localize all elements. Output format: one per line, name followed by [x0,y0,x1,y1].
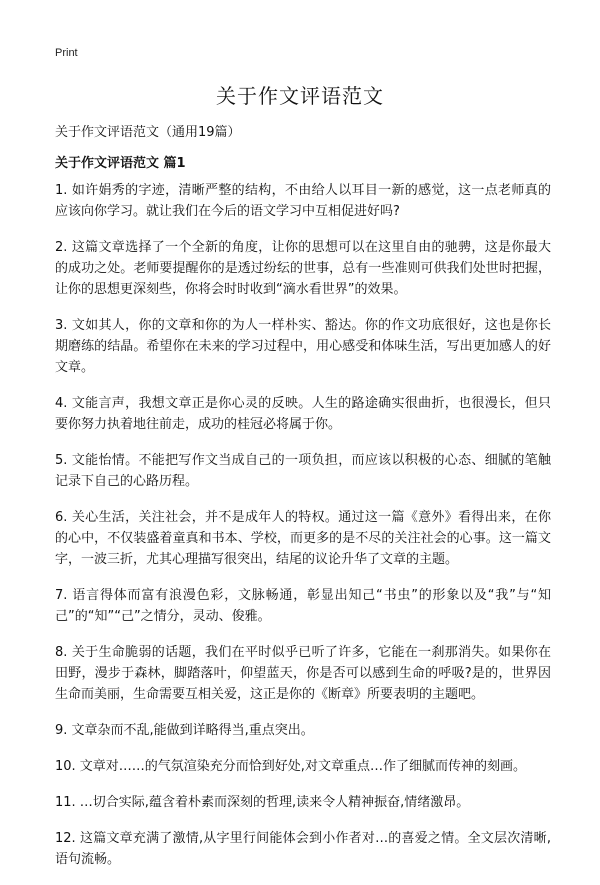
page-title: 关于作文评语范文 [216,84,384,108]
paragraph: 8. 关于生命脆弱的话题，我们在平时似乎已听了许多，它能在一刹那消失。如果你在田野，漫步于森林，脚踏落叶，仰望蓝天，你是否可以感到生命的呼吸?是的，世界因生命而美丽，生命需要互相关爱，这正是你的《断章》所要表明的主题吧。 [55,645,551,702]
print-link[interactable]: Print [55,47,78,59]
paragraph: 11. …切合实际,蕴含着朴素而深刻的哲理,读来令人精神振奋,情绪激昂。 [55,795,470,810]
paragraph: 6. 关心生活，关注社会，并不是成年人的特权。通过这一篇《意外》看得出来，在你的心中，不仅装盛着童真和书本、学校，而更多的是不尽的关注社会的心事。这一篇文字，一波三折，尤其心理描写很突出，结尾的议论升华了文章的主题。 [55,510,551,567]
paragraph-list [55,180,551,885]
paragraph: 1. 如许娟秀的字迹，清晰严整的结构，不由给人以耳目一新的感觉，这一点老师真的应该向你学习。就让我们在今后的语文学习中互相促进好吗? [55,183,551,219]
paragraph: 4. 文能言声，我想文章正是你心灵的反映。人生的路途确实很曲折，也很漫长，但只要你努力执着地往前走，成功的桂冠必将属于你。 [55,396,551,432]
paragraph: 7. 语言得体而富有浪漫色彩，文脉畅通，彰显出知己“书虫”的形象以及“我”与“知己”的“知”“己”之情分，灵动、俊雅。 [55,588,551,624]
paragraph: 2. 这篇文章选择了一个全新的角度，让你的思想可以在这里自由的驰骋，这是你最大的成功之处。老师要提醒你的是透过纷纭的世事，总有一些准则可供我们处世时把握，让你的思想更深刻些，你将会时时收到“滴水看世界”的效果。 [55,240,551,297]
section-heading: 关于作文评语范文 篇1 [55,156,186,171]
paragraph: 10. 文章对……的气氛渲染充分而恰到好处,对文章重点…作了细腻而传神的刻画。 [55,759,526,774]
paragraph: 5. 文能怡情。不能把写作文当成自己的一项负担，而应该以积极的心态、细腻的笔触记录下自己的心路历程。 [55,453,551,489]
paragraph: 9. 文章杂而不乱,能做到详略得当,重点突出。 [55,723,314,738]
paragraph: 3. 文如其人，你的文章和你的为人一样朴实、豁达。你的作文功底很好，这也是你长期磨练的结晶。希望你在未来的学习过程中，用心感受和体味生活，写出更加感人的好文章。 [55,318,551,375]
paragraph: 12. 这篇文章充满了激情,从字里行间能体会到小作者对…的喜爱之情。全文层次清晰,语句流畅。 [55,831,551,867]
document-subtitle: 关于作文评语范文（通用19篇） [55,125,241,140]
